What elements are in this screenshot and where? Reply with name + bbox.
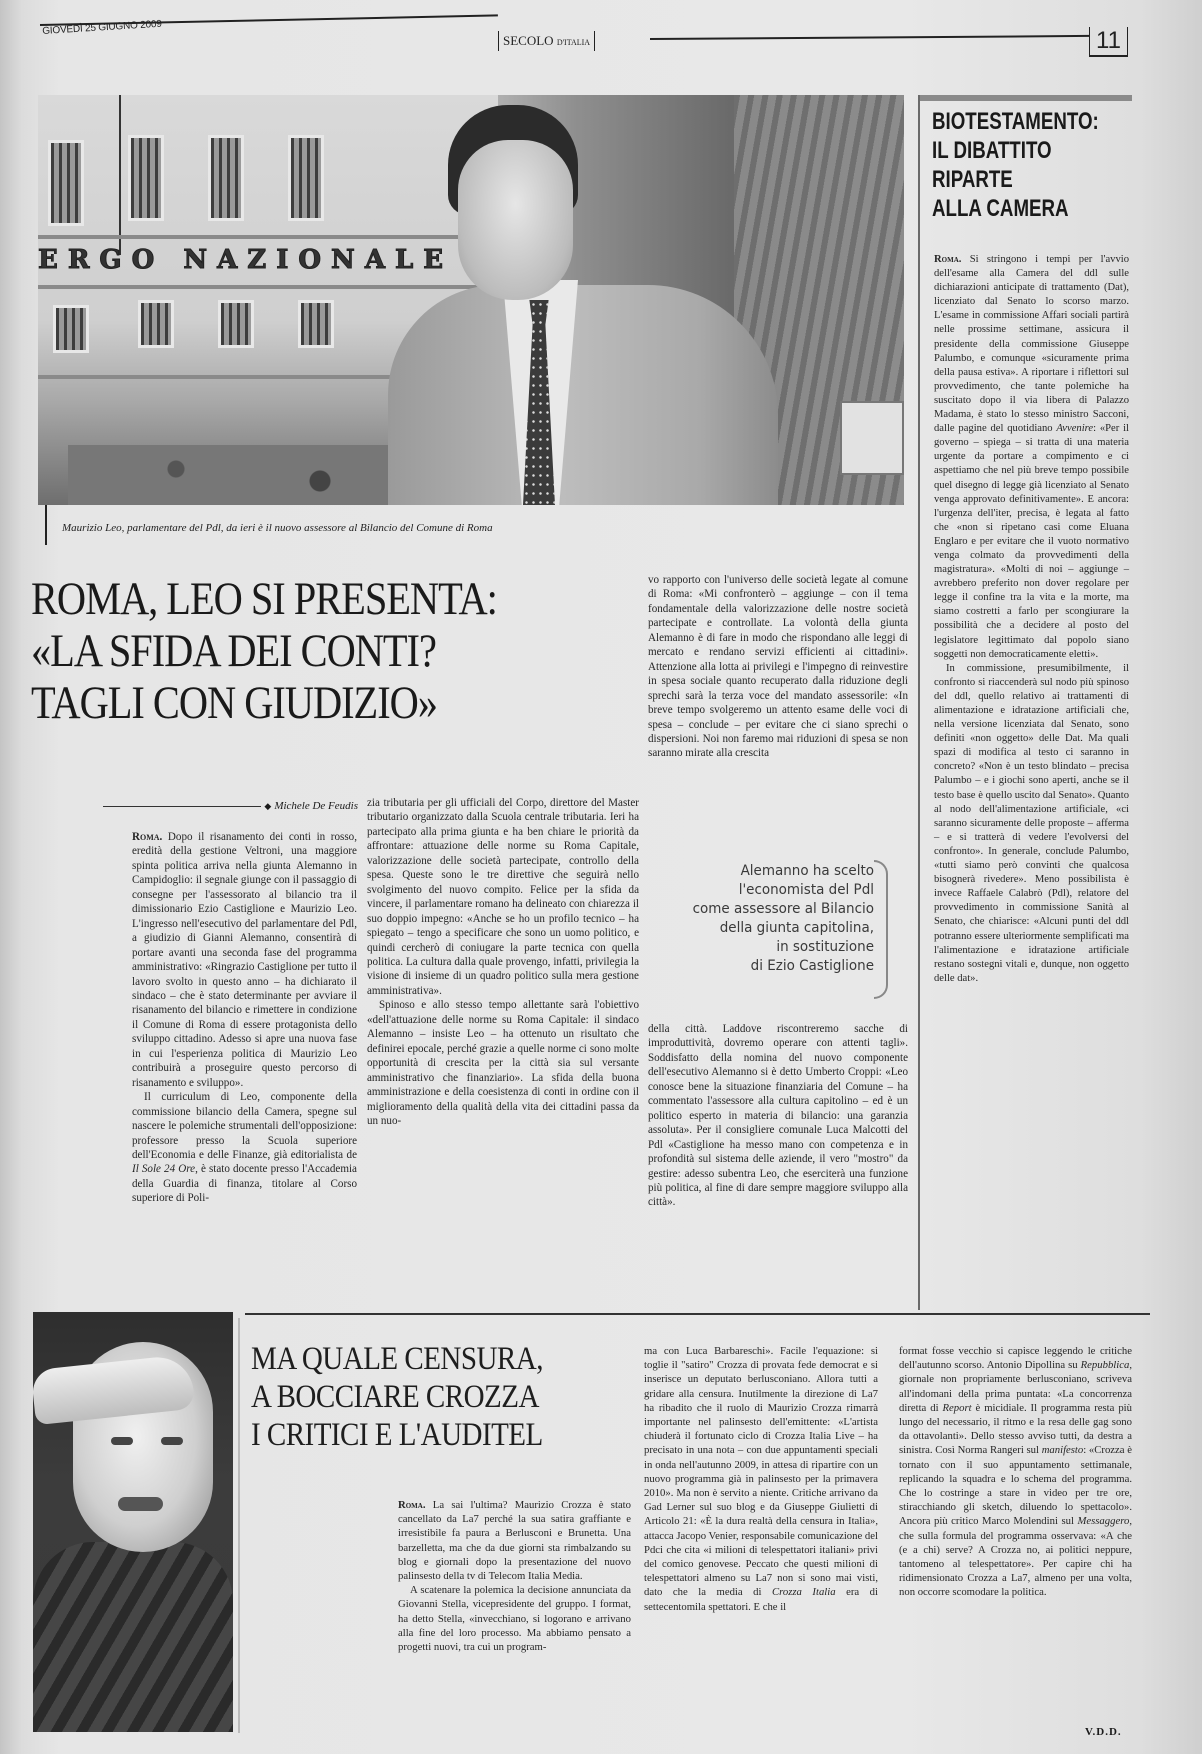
sidebar-body	[934, 253, 1129, 986]
byline-author: Michele De Feudis	[274, 800, 358, 812]
sidebar-top-bar	[920, 95, 1132, 101]
pull-quote-line: come assessore al Bilancio	[692, 901, 874, 917]
paragraph: vo rapporto con l'universo delle società legate al comune di Roma: «Mi confronterò – aggiunge – con il tema fondamentale della valorizzazione delle nostre società partecipate e controllate. La volontà della giunta Alemanno è di fare in modo che rispondano alle leggi di mercato e rendano servizi efficienti ai cittadini». Attenzione alla lotta ai privilegi e l'impegno di reinvestire in spesa sociale quanto recuperato dalla riduzione degli sprechi sarà la terza voce del mandato assessorile: «In breve tempo svolgeremo un attento esame delle voci di spesa – conclude – per evitare che ci siano sprechi o dispersioni. Noi non faremo mai riduzioni di spesa se non saranno mirate alla crescita	[648, 574, 908, 760]
photo-maurizio-crozza	[33, 1312, 233, 1732]
newspaper-title: Il Sole 24 Ore	[132, 1163, 196, 1176]
paragraph: della città. Laddove riscontreremo sacche di improduttività, dovremo operare con attenti tagli». Soddisfatto della nomina del nuovo componente dell'esecutivo Alemanno si è detto Umberto Croppi: «Leo conosce bene la situazione finanziaria del Comune – ha commentato l'assessore alla cultura capitolino – ed è un politico esperto in materia di bilancio: una garanzia assoluta». Per il consigliere comunale Luca Malcotti del Pdl «Castiglione ha messo mano con competenza e in profondità sul sistema delle aziende, il vero "mostro" da gestire: adesso subentra Leo, che eserciterà una funzione più politica, al fine di dare sempre maggiore sviluppo alla città».	[648, 1023, 908, 1209]
paragraph: zia tributaria per gli ufficiali del Corpo, direttore del Master tributario organizzato dalla Scuola centrale tributaria. Ieri ha partecipato alla prima giunta e ha ben chiare le priorità da affrontare: attuazione delle norme su Roma Capitale, valorizzazione delle società partecipate, controllo della spesa. Queste sono le tre direttive che seguirà nello svolgimento del nuovo compito. Felice per la sfida da vincere, il parlamentare romano ha delineato con chiarezza il suo doppio impegno: «Anche se ho un profilo tecnico – ha spiegato – tengo a specificare che sono un uomo politico, e quindi cercherò di coniugare la parte tecnica con quella politica. La cultura dalla quale provengo, infatti, privilegia la visione di insieme di un quadro politico sulla mera gestione amministrativa».	[367, 797, 639, 997]
paragraph	[644, 1344, 878, 1614]
sidebar-headline-line: IL DIBATTITO	[932, 137, 1052, 164]
headline-line: MA QUALE CENSURA,	[251, 1341, 543, 1377]
pull-quote-brace	[874, 860, 888, 999]
newspaper-title: manifesto	[1041, 1444, 1084, 1457]
paragraph-text: Dopo il risanamento dei conti in rosso, eredità della gestione Veltroni, una maggiore spinta politica arriva nella giunta Alemanno in Campidoglio: il segnale giunge con il passaggio di consegne per l'assessorato al bilancio tra il dimissionario Ezio Castiglione e Maurizio Leo. L'ingresso nell'esecutivo del parlamentare del Pdl, a giudizio di Gianni Alemanno, consentirà di portare avanti una seconda fase del programma amministrativo: «Ringrazio Castiglione per tutto il lavoro svolto in questo anno – ha dichiarato il sindaco – che è stato determinante per avviare il risanamento del bilancio e rimettere in condizione il Comune di Roma di essere protagonista dello sviluppo cittadino. Adesso si apre una nuova fase in cui l'esperienza politica di Maurizio Leo contribuirà a proseguire questo percorso di risanamento e sviluppo».	[132, 831, 357, 1089]
issue-date: GIOVEDÌ 25 GIUGNO 2009	[42, 18, 162, 37]
newspaper-name-small: D'ITALIA	[556, 38, 591, 47]
newspaper-name-main: SECOLO	[503, 33, 554, 48]
byline-rule	[103, 806, 261, 807]
bottom-column-1	[398, 1498, 631, 1654]
paragraph: In commissione, presumibilmente, il confronto si riaccenderà sul nodo più spinoso del ddl, quello relativo ai trattamenti di alimentazione e idratazione artificiali che, nella versione licenziata dal Senato, sono definiti «non oggetto» delle Dat. Ma quali spazi di modifica al testo ci saranno in concreto? «Non è un testo blindato – precisa Palumbo – e i giochi sono aperti, anche se il testo base è quello uscito dal Senato». Quanto al nodo dell'alimentazione artificiale, «ci saranno sicuramente delle proposte – afferma – e si tratterà di vedere l'evolversi del confronto». In generale, conclude Palumbo, «tutti siamo però convinti che qualcosa bisognerà rivedere». Meno possibilista è invece Raffaele Calabrò (Pdl), relatore del provvedimento in commissione Sanità al Senato, che chiarisce: «Alcuni punti del ddl potranno essere ulteriormente semplificati ma l'alimentazione e idratazione artificiale restano sostegni vitali e, dunque, non oggetto delle dat».	[934, 662, 1129, 984]
sidebar-headline-line: RIPARTE	[932, 166, 1013, 193]
paragraph-text: : «Crozza è tornato con il suo appuntamento settimanale, replicando la squadra e lo schema del programma. Che lo costringe a stare in video per tre ore, stiracchiando gli sketch, diluendo lo spettacolo». Ancora più critico Marco Molendini sul	[899, 1444, 1132, 1528]
bottom-headline	[251, 1340, 603, 1454]
headline-line: I CRITICI E L'AUDITEL	[251, 1417, 543, 1453]
newspaper-title: Messaggero	[1077, 1515, 1130, 1528]
sidebar-headline	[932, 107, 1119, 223]
newspaper-title: Avvenire	[1056, 423, 1094, 435]
pull-quote-line: in sostituzione	[776, 939, 874, 955]
sidebar-rule	[918, 95, 920, 1310]
paragraph	[934, 253, 1129, 662]
headline-line: «LA SFIDA DEI CONTI?	[31, 625, 436, 677]
caption-bar	[45, 505, 47, 545]
newspaper-title: Repubblica	[1080, 1359, 1130, 1372]
photo-hotel-sign: ERGO NAZIONALE	[38, 245, 454, 275]
paragraph: A scatenare la polemica la decisione annunciata da Giovanni Stella, vicepresidente del gruppo. I format, ha detto Stella, «invecchiano, si logorano e arrivano alla fine del loro processo. Ma abbiamo pensato a progetti nuovi, tra cui un program-	[398, 1584, 631, 1654]
paragraph-text: La sai l'ultima? Maurizio Crozza è stato cancellato da La7 perché la sua satira graffiante e irresistibile fa paura a Berlusconi e Brunetta. Una barzelletta, ma che da due giorni sta rimbalzando su blog e giornali dopo la presentazione del nuovo palinsesto della tv di Telecom Italia Media.	[398, 1499, 631, 1583]
paragraph-text: , giornale non propriamente berlusconiano, scriveva all'indomani della prima puntata: «La concorrenza diretta di	[899, 1359, 1132, 1414]
paragraph-text: : «Per il governo – spiega – si tratta di una materia urgente da portare a compimento e ci aspettiamo che nel più breve tempo possibile quel disegno di legge già licenziato al Senato venga approvato definitivamente». E ancora: l'urgenza dell'iter, precisa, è legata al fatto che «non si ripetano casi come Eluana Englaro e per evitare che il vuoto normativo venga colmato da provvedimenti della magistratura». «Molti di noi – aggiunge – avrebbero preferito non dover regolare per legge il confine tra la vita e la morte, ma siamo costretti a farlo per scongiurare la possibilità che a decidere al posto del legislatore legittimato dal popolo siano soggetti non democraticamente eletti».	[934, 423, 1129, 660]
paragraph	[132, 830, 357, 1090]
article-column-1	[132, 830, 357, 1206]
dateline: Roma.	[398, 1499, 426, 1511]
headline-line: A BOCCIARE CROZZA	[251, 1379, 539, 1415]
pull-quote-line: Alemanno ha scelto	[740, 863, 874, 879]
headline-line: ROMA, LEO SI PRESENTA:	[31, 573, 497, 625]
sidebar-headline-line: BIOTESTAMENTO:	[932, 108, 1099, 135]
paragraph	[899, 1344, 1132, 1600]
paragraph-text: è micidiale. Il programma resta più lungo del necessario, il ritmo e la resa delle gag sono da ottavolanti». Dello stesso avviso tutti, da destra a sinistra. Così Norma Rangeri sul	[899, 1401, 1132, 1457]
dateline: Roma.	[132, 831, 163, 843]
article-column-2	[367, 796, 639, 1128]
page-number: 11	[1089, 27, 1128, 57]
main-headline	[31, 573, 581, 729]
pull-quote-line: della giunta capitolina,	[719, 920, 874, 936]
paragraph	[132, 1090, 357, 1206]
paragraph-text: era di settecentomila spettatori. E che il	[644, 1586, 878, 1613]
paragraph-text: Il curriculum di Leo, componente della commissione bilancio della Camera, spegne sul nascere le polemiche strumentali dell'opposizione: professore presso la Scuola superiore dell'Economia e delle Finanze, già editorialista de	[132, 1091, 357, 1161]
show-title: Report	[942, 1401, 972, 1414]
main-photo-maurizio-leo	[38, 95, 904, 505]
newspaper-name	[498, 31, 595, 51]
headline-line: TAGLI CON GIUDIZIO»	[31, 677, 437, 729]
paragraph-text: , è stato docente presso l'Accademia della Guardia di finanza, titolare al Corso superiore di Poli-	[132, 1163, 357, 1205]
byline	[103, 800, 358, 812]
paragraph: Spinoso e allo stesso tempo allettante sarà l'obiettivo «dell'attuazione delle norme su Roma Capitale: il sindaco Alemanno – insiste Leo – ha ottenuto un risultato che definirei epocale, perché grazie a quelle norme ci sono molte opportunità di crescita per la città sia sul versante amministrativo che finanziario». La sfida della buona amministrazione e della coesistenza di conti in ordine con il miglioramento della qualità della vita dei cittadini passa da un nuo-	[367, 999, 639, 1127]
pull-quote	[668, 862, 874, 976]
paragraph-text: format fosse vecchio si capisce leggendo le critiche dell'autunno scorso. Antonio Dipollina su	[899, 1345, 1132, 1372]
bottom-column-2	[644, 1344, 878, 1614]
paragraph-text: ma con Luca Barbareschi». Facile l'equazione: si toglie il "satiro" Crozza di provata fede democrat e si inserisce un deputato berlusconiano. Allora tutti a gridare alla censura. Inutilmente la direzione di La7 ha ribadito che il ruolo di Maurizio Crozza rimarrà importante nel palinsesto dell'emittente: «L'artista chiuderà il fortunato ciclo di Crozza Italia Live – ha precisato in una nota – con due appuntamenti speciali in onda nell'autunno 2009, in attesa di ripartire con un nuovo programma già in palinsesto per la primavera 2010». Ma non è servito a niente. Critiche arrivano da Gad Lerner sul suo blog e da Giuseppe Giulietti di Articolo 21: «È la dura realtà della censura in Italia», attacca Jacopo Venier, responsabile comunicazione del Pdci che cita «i milioni di telespettatori italiani» privi del comico genovese. Peccato che questi milioni di telespettatori almeno su La7 non si sono mai visti, dato che la media di	[644, 1345, 878, 1599]
bottom-column-3	[899, 1344, 1132, 1600]
pull-quote-line: di Ezio Castiglione	[750, 958, 874, 974]
section-rule	[245, 1313, 1150, 1315]
photo-caption: Maurizio Leo, parlamentare del Pdl, da ieri è il nuovo assessore al Bilancio del Comune di Roma	[62, 522, 493, 534]
article-column-3-top	[648, 573, 908, 761]
photo-flagpole	[119, 95, 121, 255]
photo-hedge	[68, 445, 428, 505]
dateline: Roma.	[934, 254, 962, 265]
paragraph-text: Si stringono i tempi per l'avvio dell'esame alla Camera del ddl sulle dichiarazioni anticipate di trattamento (Dat), licenziato dal Senato lo scorso marzo. L'esame in commissione Affari sociali partirà nelle prossime settimane, assicura il presidente della commissione Giuseppe Palumbo, e comunque «sicuramente prima della pausa estiva». A riportare i riflettori sul provvedimento, che tante polemiche ha suscitato dopo il via libera di Palazzo Madama, è stato lo stesso ministro Sacconi, dalle pagine del quotidiano	[934, 254, 1129, 435]
pull-quote-line: l'economista del Pdl	[738, 882, 874, 898]
article-column-3-bottom	[648, 1022, 908, 1210]
show-title: Crozza Italia	[772, 1586, 836, 1599]
paragraph	[398, 1498, 631, 1583]
author-initials: V.D.D.	[1085, 1726, 1122, 1738]
diamond-icon: ◆	[264, 800, 272, 811]
masthead-rule-right	[650, 35, 1090, 40]
photo-border	[238, 1318, 240, 1733]
sidebar-headline-line: ALLA CAMERA	[932, 195, 1069, 222]
photo-vehicle	[840, 401, 904, 475]
paragraph-text: , che sulla formula del programma osservava: «A che (e a chi) serve? A Crozza no, ai politici neppure, tantomeno al telespettatore». Per capire chi ha ridimensionato Crozza a La7, almeno per una volta, non occorre scomodare la politica.	[899, 1515, 1132, 1599]
photo-person	[388, 95, 778, 505]
